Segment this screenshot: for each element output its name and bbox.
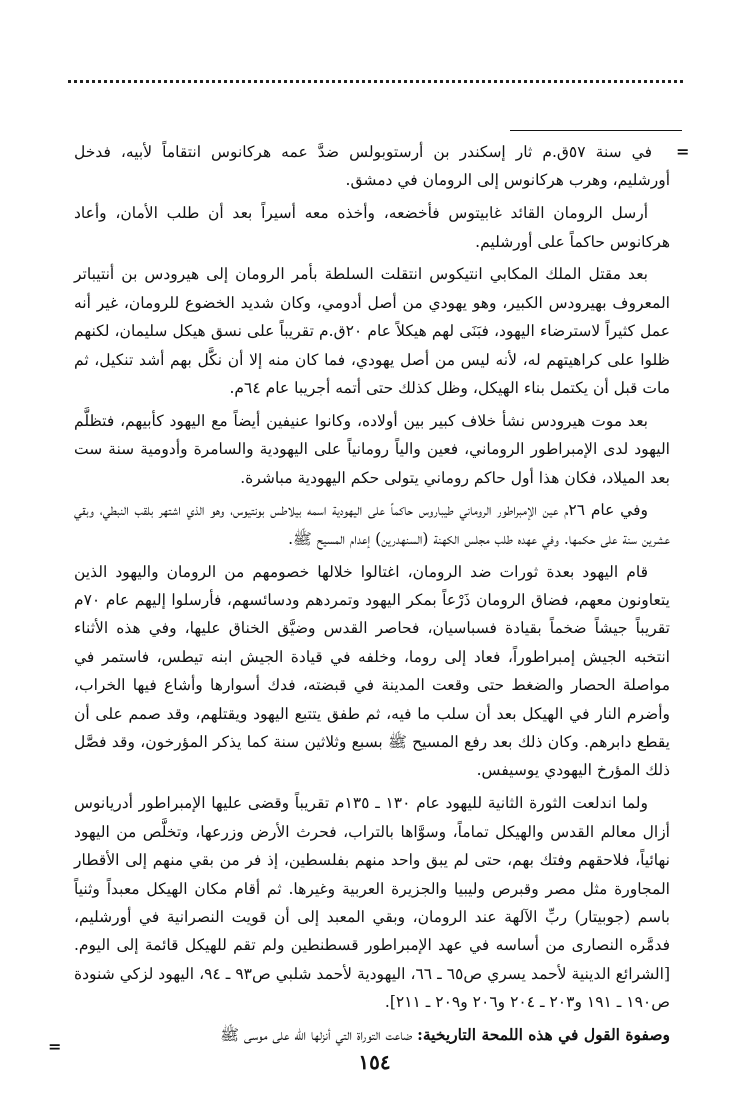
closing-text: ضاعت التوراة التي أنزلها الله على موسى ﷺ [220, 1025, 418, 1044]
footnote-paragraph: قام اليهود بعدة ثورات ضد الرومان، اغتالوا خلالها خصومهم من الرومان واليهود الذين يتعاونون معهم، فضاق الرومان ذَرْعاً بمكر اليهود وتمردهم ودسائسهم، فأرسلوا إليهم عام ٧٠م تقريباً جيشاً ضخماً بقيادة فسباسيان، فحاصر القدس وضيَّق الخناق عليها، وفي هذه الأثناء انتخبه الجيش إمبراطوراً، فعاد إلى روما، وخلفه في قيادة الجيش ابنه تيطس، فاستمر في مواصلة الحصار والضغط حتى وقعت المدينة في قبضته، فدك أسوارها وأشاع فيها الخراب، وأضرم النار في الهيكل بعد أن سلب ما فيه، ثم طفق يتتبع اليهود ويقتلهم، وقد صمم على أن يقطع دابرهم. وكان ذلك بعد رفع المسيح ﷺ بسبع وثلاثين سنة كما يذكر المؤرخون، وقد فصَّل ذلك المؤرخ اليهودي يوسيفس. [74, 562, 670, 780]
footnote-paragraph: وفي عام ٢٦م عين الإمبراطور الروماني طيباروس حاكماً على اليهودية اسمه بيلاطس بونتيوس، وهو الذي اشتهر بلقب النبطي، وبقي عشرين سنة على حكمها. وفي عهده طلب مجلس الكهنة (السنهدرين) إعدام المسيح ﷺ. [74, 501, 670, 548]
page-number: ١٥٤ [358, 1050, 391, 1074]
footnote-paragraph: ولما اندلعت الثورة الثانية لليهود عام ١٣٠ ـ ١٣٥م تقريباً وقضى عليها الإمبراطور أدريانوس أزال معالم القدس والهيكل تماماً، وسوَّاها بالتراب، فحرث الأرض وزرعها، وتخلَّص من اليهود نهائياً، فلاحقهم وفتك بهم، حتى لم يبق واحد منهم بفلسطين، إذ فر من بقي منهم إلى الأقطار المجاورة مثل مصر وقبرص وليبيا والجزيرة العربية وغيرها. ثم أقام مكان الهيكل معبداً وثنياً باسم (جوبيتار) ربِّ الآلهة عند الرومان، وبقي المعبد إلى أن قويت النصرانية في أورشليم، فدمَّره النصارى من أساسه في عهد الإمبراطور قسطنطين ولم تقم للهيكل قائمة إلى اليوم. [الشرائع الدينية لأحمد يسري ص٦٥ ـ ٦٦، اليهودية لأحمد شلبي ص٩٣ ـ ٩٤، اليهود لزكي شنودة ص١٩٠ ـ ١٩١ و٢٠٣ ـ ٢٠٤ و٢٠٦ و٢٠٩ ـ ٢١١]. [74, 794, 670, 1012]
footnote-paragraph: بعد مقتل الملك المكابي انتيكوس انتقلت السلطة بأمر الرومان إلى هيرودس بن أنتيباتر المعروف بهيرودس الكبير، وهو يهودي من أصل أدومي، وكان شديد الخضوع للرومان، غير أنه عمل كثيراً لاسترضاء اليهود، فبَنَى لهم هيكلاً عام ٢٠ق.م تقريباً على نسق هيكل سليمان، لكنهم ظلوا على كراهيتهم له، لأنه ليس من أصل يهودي، فما كان منه إلا أن نكَّل بهم أشد تنكيل، ثم مات قبل أن يكتمل بناء الهيكل، وظل كذلك حتى أتمه أجريبا عام ٦٤م. [74, 265, 670, 398]
footnote-rule [510, 130, 682, 131]
footnote-paragraph: بعد موت هيرودس نشأ خلاف كبير بين أولاده، وكانوا عنيفين أيضاً مع اليهود كأبيهم، فتظلَّم اليهود لدى الإمبراطور الروماني، فعين والياً رومانياً على اليهودية والسامرة وأدومية سنة ست بعد الميلاد، فكان هذا أول حاكم روماني يتولى حكم اليهودية مباشرة. [74, 411, 670, 487]
continuation-marker-bottom: = [48, 1037, 62, 1056]
closing-heading: وصفوة القول في هذه اللمحة التاريخية: [417, 1024, 670, 1044]
continuation-marker-top: = [676, 142, 690, 161]
footnote-paragraph: في سنة ٥٧ق.م ثار إسكندر بن أرستوبولس ضدَّ عمه هركانوس انتقاماً لأبيه، فدخل أورشليم، وهرب هركانوس إلى الرومان في دمشق. [74, 143, 670, 190]
footnote-body [74, 138, 670, 1054]
closing-paragraph [74, 1021, 670, 1049]
footnote-paragraph: أرسل الرومان القائد غابيتوس فأخضعه، وأخذه معه أسيراً بعد أن طلب الأمان، وأعاد هركانوس حاكماً على أورشليم. [74, 204, 670, 251]
dotted-separator [68, 80, 683, 83]
